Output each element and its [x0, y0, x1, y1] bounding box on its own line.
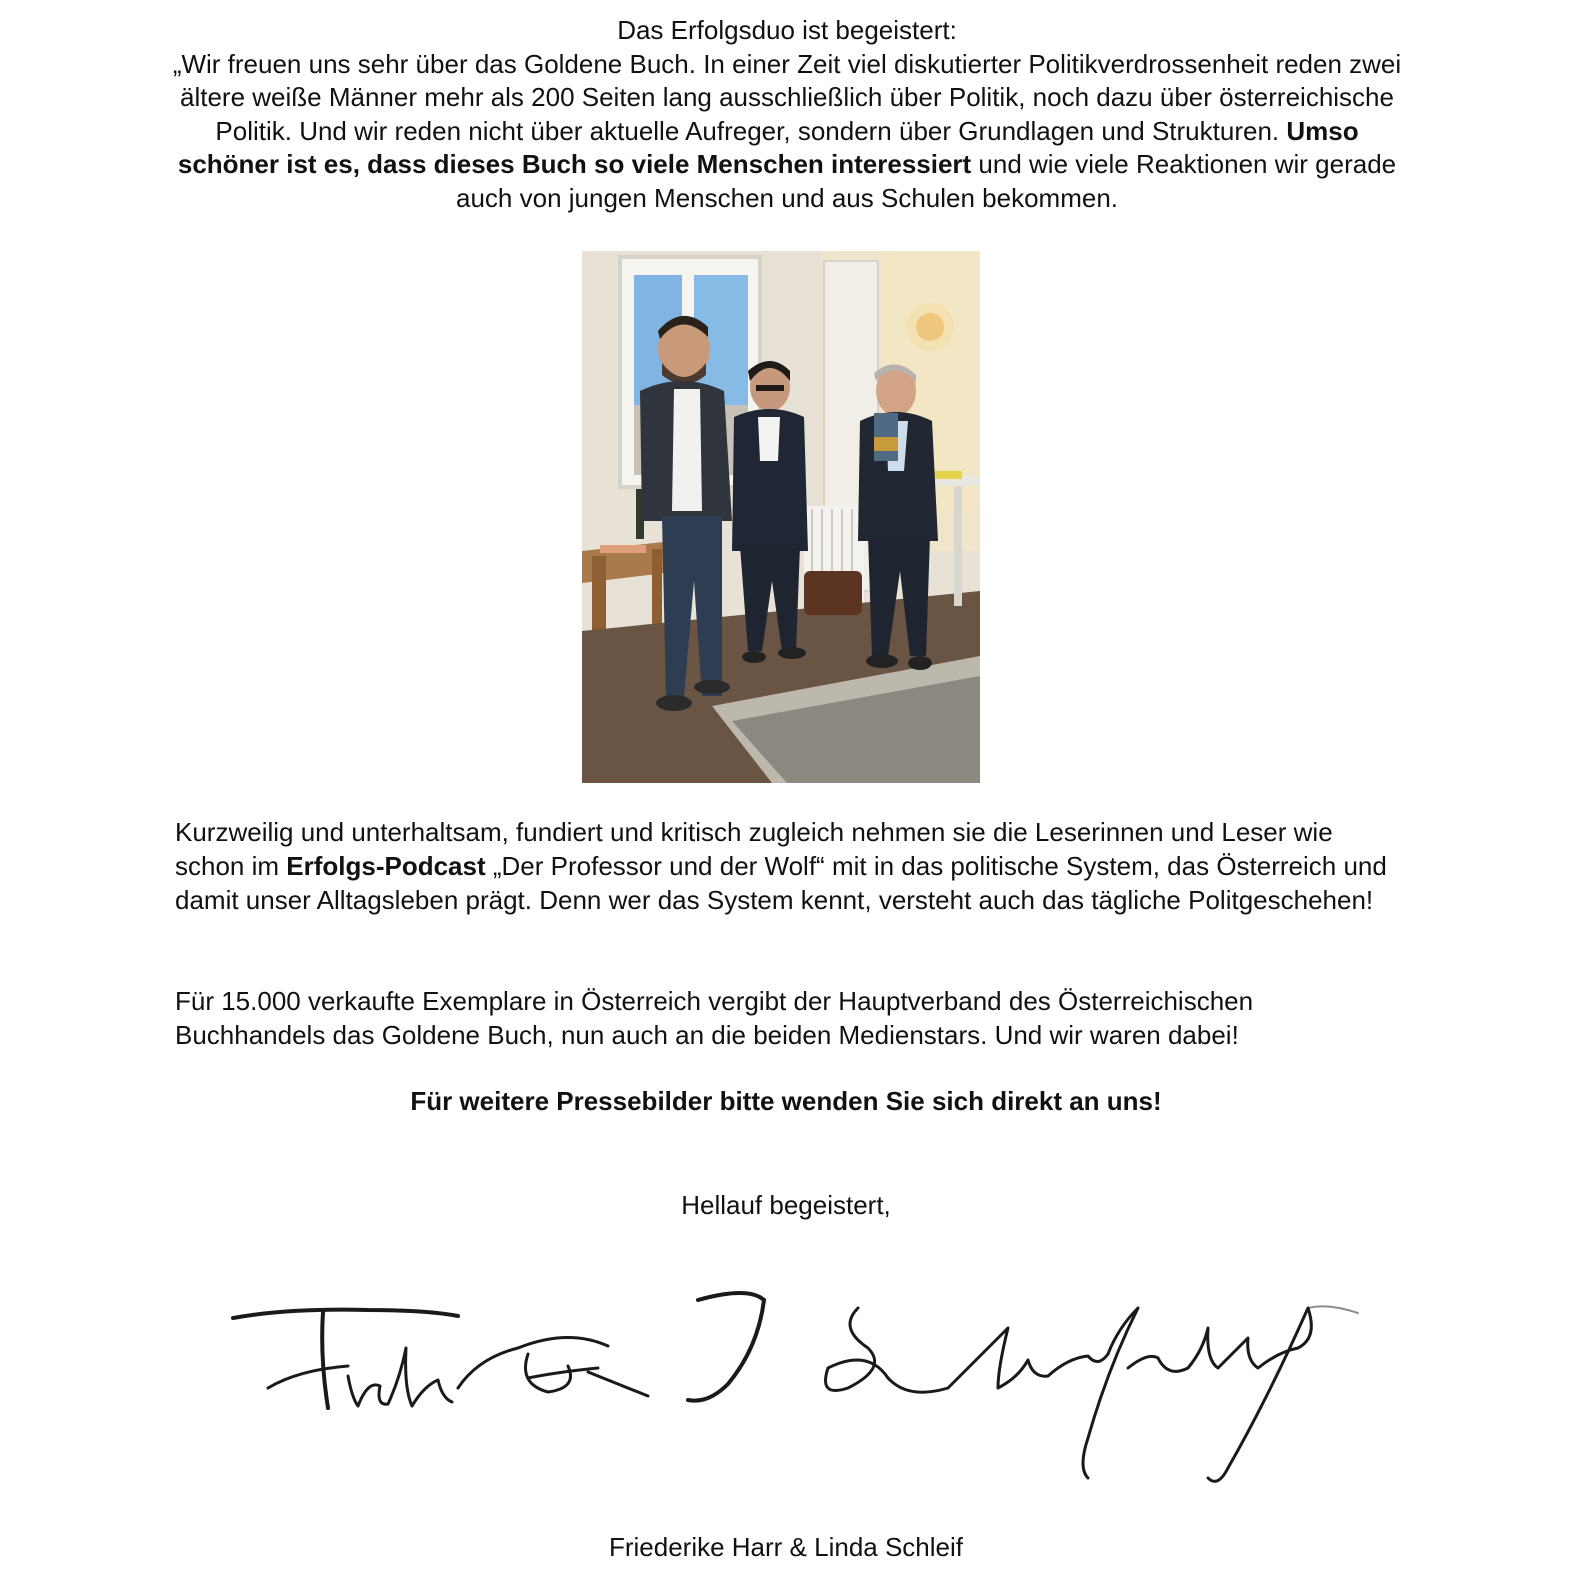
paragraph-1-text [175, 816, 1405, 917]
quote-text-2: und wie viele Reaktionen wir gerade auch von jungen Menschen und aus Schulen bekommen. [456, 149, 1397, 213]
quote-bold: Umso schöner ist es, dass dieses Buch so viele Menschen interessiert [177, 115, 1359, 180]
podcast-bold: Erfolgs-Podcast [286, 850, 486, 881]
intro-quote [172, 48, 1402, 216]
paragraph-1-part-1: Kurzweilig und unterhaltsam, fundiert und kritisch zugleich nehmen sie die Leserinnen und Leser wie schon im [175, 817, 1333, 881]
intro-heading: Das Erfolgsduo ist begeistert: [617, 15, 957, 45]
body-paragraph-1 [175, 816, 1405, 917]
greeting: Hellauf begeistert, [681, 1190, 891, 1220]
paragraph-2-text: Für 15.000 verkaufte Exemplare in Österreich vergibt der Hauptverband des Österreichischen Buchhandels das Goldene Buch, nun auch an die beiden Medienstars. Und wir waren dabei! [175, 986, 1254, 1050]
quote-text-1: „Wir freuen uns sehr über das Goldene Buch. In einer Zeit viel diskutierter Politikverdrossenheit reden zwei ältere weiße Männer mehr als 200 Seiten lang ausschließlich über Politik, noch dazu über österreichische Politik. Und wir reden nicht über aktuelle Aufreger, sondern über Grundlagen und Strukturen. [172, 48, 1402, 146]
handwritten-signatures [228, 1288, 1378, 1508]
paragraph-1-part-2: „Der Professor und der Wolf“ mit in das politische System, das Österreich und damit unser Alltagsleben prägt. Denn wer das System kennt, versteht auch das tägliche Politgeschehen! [175, 850, 1387, 915]
body-paragraph-2 [175, 985, 1405, 1053]
intro-quote-block [172, 14, 1402, 216]
press-note: Für weitere Pressebilder bitte wenden Sie sich direkt an uns! [410, 1086, 1162, 1116]
signature-names: Friederike Harr & Linda Schleif [608, 1532, 964, 1562]
award-photo [582, 251, 980, 783]
